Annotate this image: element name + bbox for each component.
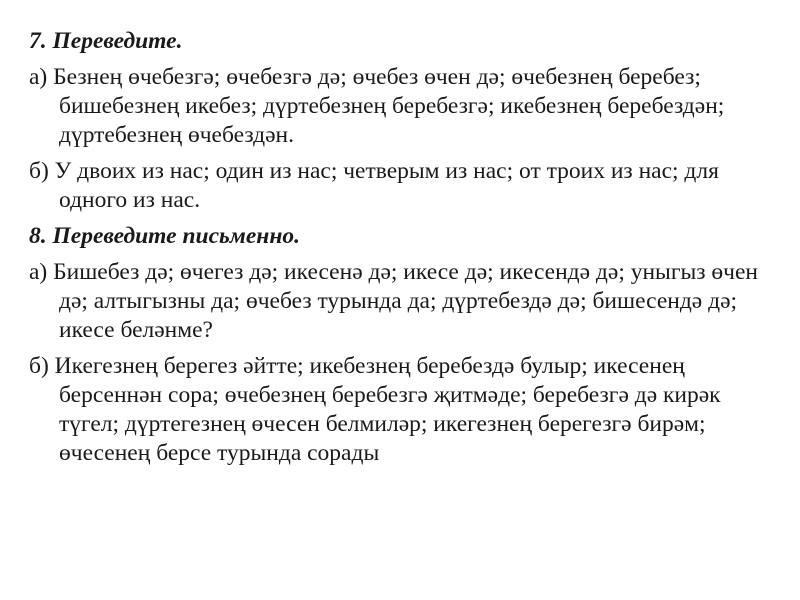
- exercise-page: [29, 27, 779, 475]
- exercise-7-item-b: [29, 157, 779, 215]
- exercise-8-item-b: [29, 352, 779, 468]
- exercise-8-heading: 8. Переведите письменно.: [29, 223, 301, 249]
- item-text: Икегезнең берегез әйтте; икебезнең беребездә булыр; икесенең берсеннән сора; өчебезнең беребезгә җитмәде; беребезгә дә кирәк түгел; дүртегезнең өчесен белмиләр; икегезнең берегезгә бирәм; өчесенең берсе турында сорады: [54, 353, 721, 466]
- item-marker: б): [29, 353, 55, 379]
- exercise-8-item-a: [29, 258, 779, 345]
- exercise-7-heading: 7. Переведите.: [29, 28, 183, 54]
- item-text: Безнең өчебезгә; өчебезгә дә; өчебез өчен дә; өчебезнең беребез; бишебезнең икебез; дүртебезнең беребезгә; икебезнең беребездән; дүртебезнең өчебездән.: [53, 64, 725, 148]
- item-text: Бишебез дә; өчегез дә; икесенә дә; икесе дә; икесендә дә; уныгыз өчен дә; алтыгызны да; өчебез турында да; дүртебездә дә; бишесендә дә; икесе беләнме?: [53, 259, 759, 343]
- item-marker: а): [29, 259, 54, 285]
- item-marker: б): [29, 158, 55, 184]
- item-text: У двоих из нас; один из нас; четверым из нас; от троих из нас; для одного из нас.: [54, 158, 719, 213]
- item-marker: а): [29, 64, 54, 90]
- exercise-7-item-a: [29, 63, 779, 150]
